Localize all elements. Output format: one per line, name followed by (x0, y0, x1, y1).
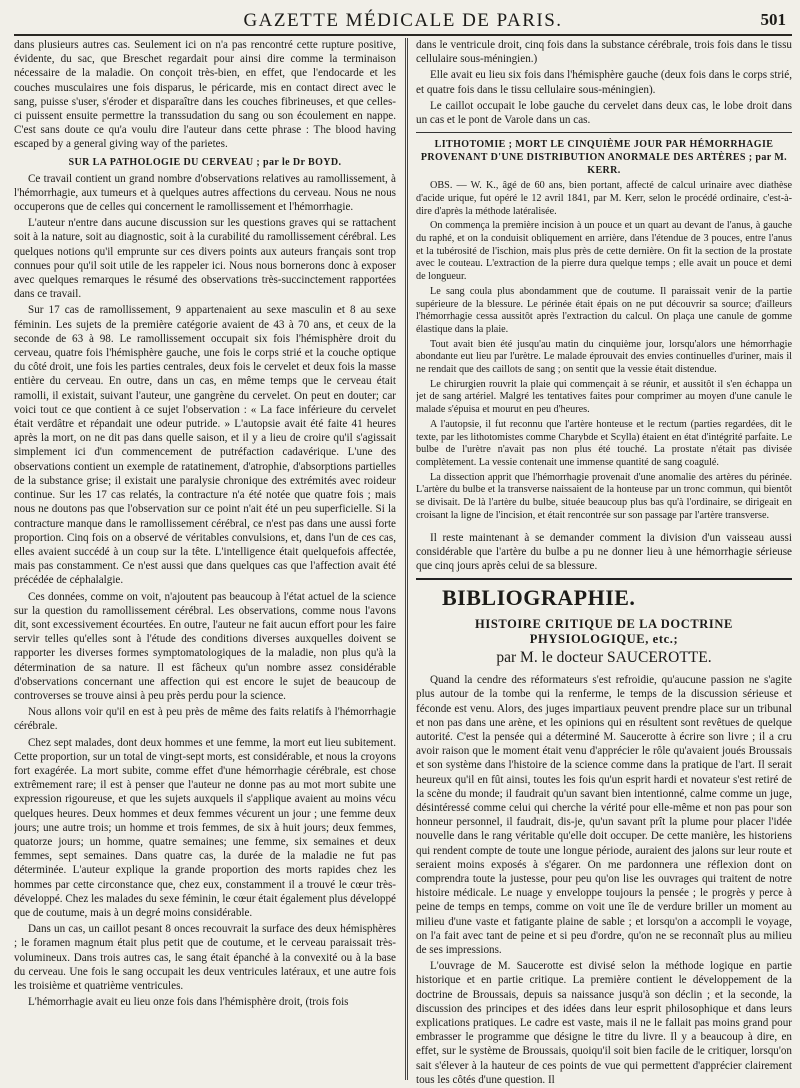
section-divider (416, 132, 792, 133)
left-paragraph: L'hémorrhagie avait eu lieu onze fois dans l'hémisphère droit, (trois fois (28, 996, 349, 1009)
left-paragraph: Ces données, comme on voit, n'ajoutent pas beaucoup à l'état actuel de la science sur la question du ramollissement cérébral. Les observations, comme nous l'avons dit, sont excessivement écourtées. En outre, l'auteur ne fait aucun effort pour les faire servir telles qu'elles sont à l'étude des conditions diverses auxquelles doivent se rapporter les diverses formes symptomatologiques de la maladie, non plus qu'à la détermination de sa nature. Il est fâcheux qu'un nombre assez considérable d'observations concernant une affection qui est encore le sujet de beaucoup de controverses se trouve ainsi à peu près perdu pour la science. (14, 590, 396, 702)
left-paragraph: L'auteur n'entre dans aucune discussion sur les questions graves qui se rattachent soit à la nature, soit au diagnostic, soit à la curabilité du ramollissement cérébral. Les quelques notions qu'il emprunte sur ces divers points aux auteurs français sont trop connues pour qu'il soit utile de les rappeler ici. Nous nous bornerons donc à exposer avec quelques remarques le résumé des observations très-succinctement rapportées dans ce travail. (14, 217, 396, 301)
journal-title: GAZETTE MÉDICALE DE PARIS. (243, 10, 563, 31)
left-paragraph: Ce travail contient un grand nombre d'observations relatives au ramollissement, à l'hémorrhagie, aux tumeurs et à quelques autres affections du cerveau. Nous ne nous occuperons que de celles qui concernent le ramollissement et l'hémorrhagie. (14, 172, 396, 214)
right-column (416, 38, 792, 1088)
book-author: par M. le docteur SAUCEROTTE. (496, 649, 712, 667)
right-paragraph: Le caillot occupait le lobe gauche du cervelet dans deux cas, le lobe droit dans un cas et le pont de Varole dans un cas. (416, 99, 792, 127)
left-paragraph: Dans un cas, un caillot pesant 8 onces recouvrait la surface des deux hémisphères ; le foramen magnum était plus petit que de coutume, et le cerveau paraissait très-volumineux. Dans trois autres cas, le sang était épanché à la convexité ou à la base du cerveau. Une fois le sang occupait les deux ventricules latéraux, et une autre fois les troisième et quatrième ventricules. (14, 923, 396, 992)
bibliography-divider (416, 578, 792, 580)
text-columns (14, 38, 792, 1088)
page-number: 501 (760, 10, 786, 29)
observation-paragraph: Le sang coula plus abondamment que de coutume. Il paraissait venir de la partie supérieure de la blessure. Le périnée était épais on ne put découvrir sa source; d'ailleurs l'hémorrhagie cessa aussitôt après l'extraction du calcul. On plaça une canule de gomme élastique dans la plaie. (416, 285, 792, 335)
left-paragraph: Sur 17 cas de ramollissement, 9 appartenaient au sexe masculin et 8 au sexe féminin. Les sujets de la première catégorie avaient de 43 à 70 ans, et ceux de la seconde de 63 à 98. Le ramollissement occupait six fois l'hémisphère droit du cerveau, quatre fois l'hémisphère gauche, une fois le corps strié et la couche optique du côté droit, une fois les parties centrales, deux fois le cervelet et deux fois la masse entière du cerveau. En outre, dans un cas, en même temps que le cerveau était ramolli, il existait, suivant l'auteur, une gangrène du cervelet. On peut en douter; car voici tout ce que contient à ce sujet l'observation : « La face inférieure du cervelet était verdâtre et répandait une odeur putride. » L'autopsie avait été faite 41 heures après la mort, on ne dit pas dans quelle saison, et il y a lieu de croire qu'il s'agissait simplement ici d'un commencement de putréfaction cadavérique. L'une des observations contient un exemple de ratatinement, d'atrophie, d'absorptions partielles de la substance grise; il existait une paralysie chronique des extrémités avec roideur continue. Sur les 17 cas relatés, la contracture n'a été notée que quatre fois ; mais nous ne doutons pas que l'observation sur ce point n'ait été un peu superficielle. Si la contracture manque dans le ramollissement cérébral, ce n'est pas dans une aussi forte proportion. Cinq fois on a observé de véritables convulsions, et, dans l'un de ces cas, elles avaient succédé à un coup sur la tête. L'intelligence était quelquefois affectée, mais pas constamment. Ce n'est aussi que dans quelques cas que l'affection avait été précédée de céphalalgie. (14, 304, 396, 587)
observation-paragraph: A l'autopsie, il fut reconnu que l'artère honteuse et le rectum (parties regardées, dit le texte, par les lithotomistes comme Charybde et Scylla) étaient en état d'intégrité parfaite. Le bulbe de l'urètre n'avait pas non plus été touché. La prostate n'était pas divisée complètement. La vessie contenait une immense quantité de sang coagulé. (416, 418, 792, 468)
bibliography-heading: BIBLIOGRAPHIE. (442, 585, 636, 611)
observation-paragraph: La dissection apprit que l'hémorrhagie provenait d'une anomalie des artères du périnée. L'artère du bulbe et la transverse naissaient de la honteuse par un tronc commun, qui bientôt se divisait. De là l'artère du bulbe, située beaucoup plus bas qu'à l'ordinaire, se dirigeait en croisant la ligne de l'incision, et était rencontrée sur son passage par l'artère transverse. (416, 471, 792, 521)
right-paragraph: Elle avait eu lieu six fois dans l'hémisphère gauche (deux fois dans le corps strié, et quatre fois dans le tissu cellulaire sous-méningien). (416, 69, 792, 96)
left-paragraph: Nous allons voir qu'il en est à peu près de même des faits relatifs à l'hémorrhagie cérébrale. (14, 706, 396, 733)
observation-block (416, 180, 792, 522)
right-opening-paragraph: dans le ventricule droit, cinq fois dans la substance cérébrale, trois fois dans le tissu cellulaire sous-méningien.) (416, 39, 792, 66)
page-header (14, 6, 792, 36)
left-paragraph: Chez sept malades, dont deux hommes et une femme, la mort eut lieu subitement. Cette proportion, sur un total de vingt-sept morts, est considérable, et nous la croyons fort exagérée. La mort subite, comme effet d'une hémorrhagie cérébrale, est chose extrêmement rare; il est à penser que l'auteur ne donne pas au mot mort subite une expression rigoureuse, et que les sujets auxquels il s'applique avaient au moins vécu quelques heures. Deux hommes et deux femmes vécurent un jour ; une femme deux jours; une autre trois; un homme et trois femmes, de six à huit jours; deux femmes, quatorze jours; un homme, quatre semaines; une femme, six semaines et deux femmes, sept semaines. Dans quatre cas, la durée de la maladie ne fut pas déterminée. L'auteur explique la grande proportion des morts rapides chez les hommes par cette circonstance que, chez eux, constamment il a trouvé le cœur très-développé. Chez les malades du sexe féminin, le cœur était également plus développé que de coutume, mais à un degré moins considérable. (14, 736, 396, 919)
observation-paragraph: Le chirurgien rouvrit la plaie qui commençait à se réunir, et aussitôt il s'en échappa un jet de sang artériel. Malgré les tentatives faites pour comprimer au moyen d'une canule le malade s'épuisa et mourut en peu d'heures. (416, 378, 792, 416)
bibliography-paragraph: Quand la cendre des réformateurs s'est refroidie, qu'aucune passion ne s'agite plus autour de la tombe qui la renferme, le temps de la discussion sérieuse et féconde est venu. Alors, des juges impartiaux peuvent prendre place sur un tribunal et non pas dans une arène, et les opinions qui en résultent sont revêtues de quelque autorité. C'est la pensée qui a déterminé M. Saucerotte à écrire son livre ; il a cru avoir raison que le moment était venu d'apprécier le rôle qu'avaient joués Broussais et son système dans l'histoire de la science comme dans la pratique de l'art. Il serait heureux qu'il en fût ainsi, toutes les fois qu'un esprit hardi et novateur s'est retiré de la scène du monde; il faudrait qu'un savant bien intentionné, calme comme un juge, désintéressé comme celui qui cherche la vérité pour elle-même et non pas pour son honneur personnel, il faudrait, dis-je, qu'un savant prît la plume pour placer l'idée nouvelle dans le rang véritable qu'elle doit occuper. De cette manière, les historiens qui rendent compte de toute une longue période, auraient des jalons sur leur route et seraient moins exposés à s'égarer. On me pardonnera une réflexion dont on comprendra toute la justesse, pour peu qu'on lise les ouvrages qui traitent de notre histoire médicale. Le nuage y enveloppe toujours la pensée ; le progrès y perce à peine de temps en temps, comme on voit une île de verdure briller un moment au milieu d'une vaste et fatigante plaine de sable ; et lorsqu'on a accompli le voyage, on l'a fait avec tant de peine et si peu d'ordre, qu'on ne se reconnaît plus au milieu de ses impressions. (416, 674, 792, 956)
book-title: HISTOIRE CRITIQUE DE LA DOCTRINE PHYSIOLOGIQUE, etc.; (475, 617, 733, 647)
column-divider (405, 38, 408, 1080)
observation-paragraph: OBS. — W. K., âgé de 60 ans, bien portant, affecté de calcul urinaire avec diathèse d'acide urique, fut opéré le 12 avril 1841, par M. Kerr, selon le procédé ordinaire, c'est-à-dire d'après la méthode latéralisée. (416, 180, 792, 217)
left-column (14, 38, 396, 1088)
bibliography-paragraph: L'ouvrage de M. Saucerotte est divisé selon la méthode logique en partie historique et en partie critique. La première contient le développement de la doctrine de Broussais, depuis sa naissance jusqu'à son déclin ; et la seconde, la discussion des principes et des idées dans leur esprit philosophique et dans leurs explications pratiques. Le cadre est vaste, mais il ne le fallait pas moins grand pour embrasser le programme que désigne le titre du livre. Il y a beaucoup à dire, en effet, sur le système de Broussais, quoiqu'il soit bien facile de le critiquer, lorsqu'on sait s'élever à la hauteur de ces points de vue qui permettent d'apprécier clairement tous les côtés d'une question. Il (416, 960, 792, 1086)
observation-paragraph: Tout avait bien été jusqu'au matin du cinquième jour, lorsqu'alors une hémorrhagie abondante eut lieu par l'urètre. Le malade éprouvait des envies continuelles d'uriner, mais il ne rendait que des caillots de sang ; on sentit que la vessie était distendue. (416, 338, 792, 376)
section-title-boyd: SUR LA PATHOLOGIE DU CERVEAU ; par le Dr BOYD. (68, 156, 342, 168)
left-opening-paragraph: dans plusieurs autres cas. Seulement ici on n'a pas rencontré cette rupture positive, évidente, du sac, que Breschet regardait pour ainsi dire comme la terminaison nécessaire de la maladie. On conçoit très-bien, en effet, que l'endocarde et les couches musculaires une fois disparus, le péricarde, mis en contact direct avec le sang, puisse s'user, s'éroder et disparaître dans les couches fibrineuses, et que celles-ci puissent ensuite permettre la transsudation du sang ou son écoulement en nappe. C'est sans doute ce qu'a voulu dire l'auteur dans cette phrase : The blood having escaped by a general giving way of the parietes. (14, 39, 396, 151)
observation-paragraph: On commença la première incision à un pouce et un quart au devant de l'anus, à gauche du raphé, et on la conduisit obliquement en arrière, dans l'étendue de 3 pouces, entre l'anus et la tubérosité de l'ischion, mais plus près de cette dernière. On fit la section de la prostate avec le couteau. L'extraction de la pierre dura quelque temps ; elle avait un pouce et demi de longueur. (416, 220, 792, 283)
section-title-kerr: LITHOTOMIE ; MORT LE CINQUIÈME JOUR PAR HÉMORRHAGIE PROVENANT D'UNE DISTRIBUTION ANORMALE DES ARTÈRES ; par M. KERR. (420, 139, 788, 177)
closing-paragraph: Il reste maintenant à se demander comment la division d'un vaisseau aussi considérable que l'artère du bulbe a pu ne donner lieu à une hémorrhagie sérieuse que cinq jours après celui de sa blessure. (416, 531, 792, 572)
